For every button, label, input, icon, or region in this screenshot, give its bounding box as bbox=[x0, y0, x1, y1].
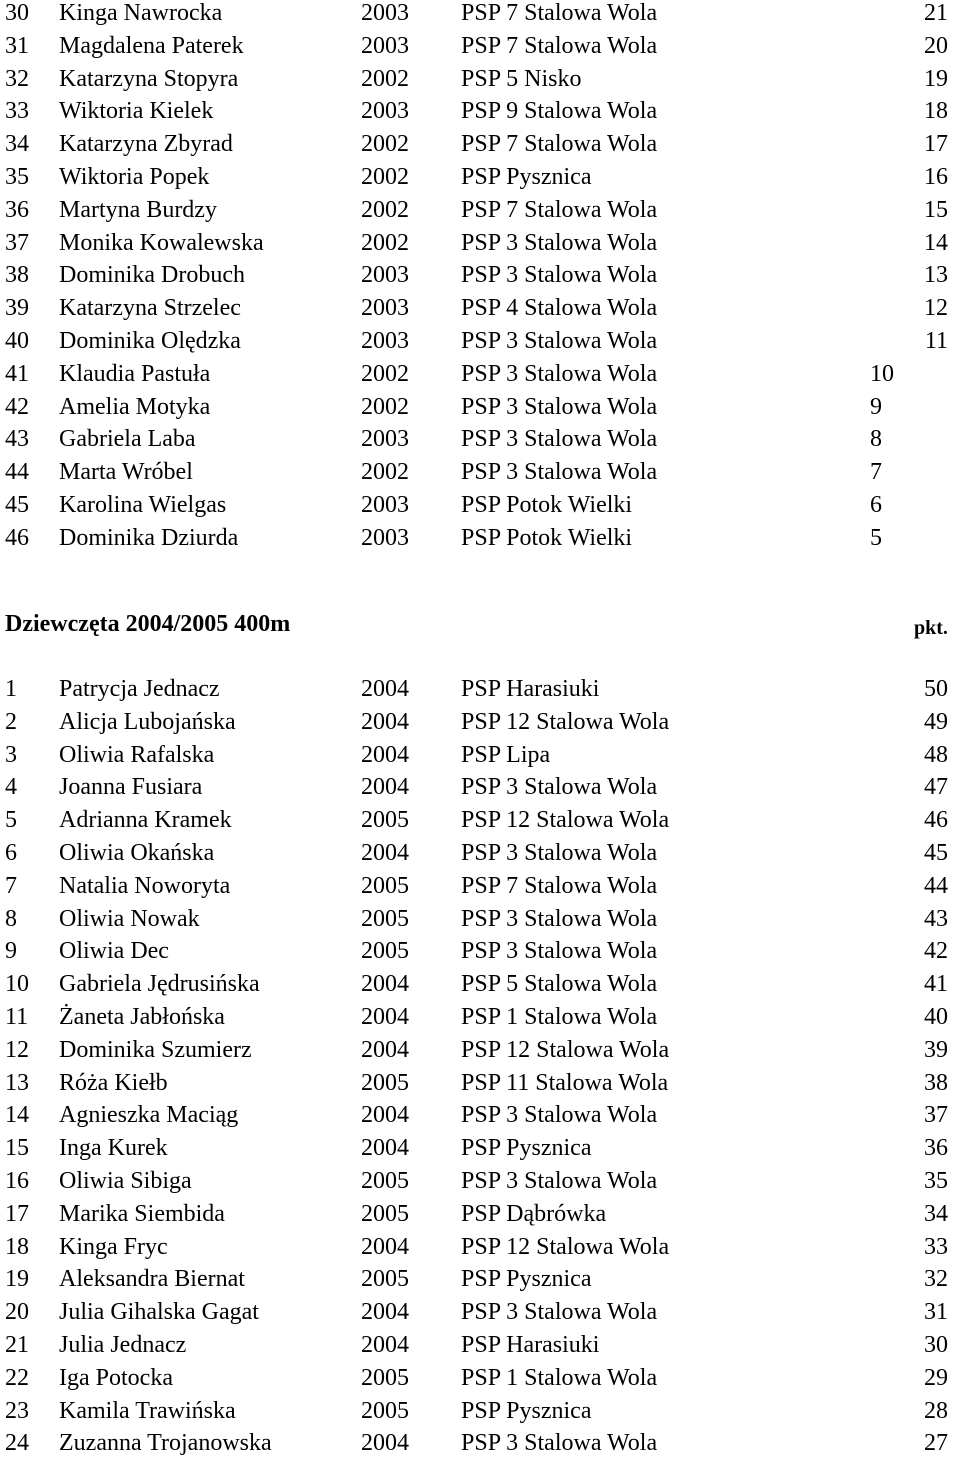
school-name: PSP 12 Stalowa Wola bbox=[461, 1233, 670, 1260]
birth-year: 2004 bbox=[361, 1003, 409, 1030]
athlete-name: Dominika Szumierz bbox=[59, 1036, 252, 1063]
birth-year: 2002 bbox=[361, 459, 409, 486]
athlete-name: Julia Jednacz bbox=[59, 1331, 187, 1358]
points-value: 39 bbox=[924, 1036, 948, 1063]
points-value: 41 bbox=[924, 971, 948, 998]
place-number: 6 bbox=[5, 839, 17, 866]
birth-year: 2003 bbox=[361, 0, 409, 26]
school-name: PSP 7 Stalowa Wola bbox=[461, 872, 658, 899]
school-name: PSP Potok Wielki bbox=[461, 491, 633, 518]
place-number: 42 bbox=[5, 393, 29, 420]
table-row bbox=[0, 837, 960, 870]
school-name: PSP 3 Stalowa Wola bbox=[461, 1299, 658, 1326]
table-row bbox=[0, 95, 960, 128]
birth-year: 2004 bbox=[361, 971, 409, 998]
table-row bbox=[0, 227, 960, 260]
place-number: 37 bbox=[5, 229, 29, 256]
birth-year: 2003 bbox=[361, 262, 409, 289]
table-row bbox=[0, 1231, 960, 1264]
points-value: 7 bbox=[870, 459, 882, 486]
table-row bbox=[0, 1099, 960, 1132]
place-number: 3 bbox=[5, 741, 17, 768]
birth-year: 2003 bbox=[361, 295, 409, 322]
athlete-name: Oliwia Nowak bbox=[59, 905, 200, 932]
place-number: 32 bbox=[5, 65, 29, 92]
school-name: PSP 12 Stalowa Wola bbox=[461, 1036, 670, 1063]
birth-year: 2005 bbox=[361, 905, 409, 932]
points-value: 9 bbox=[870, 393, 882, 420]
athlete-name: Aleksandra Biernat bbox=[59, 1266, 245, 1293]
points-value: 48 bbox=[924, 741, 948, 768]
place-number: 36 bbox=[5, 196, 29, 223]
birth-year: 2003 bbox=[361, 426, 409, 453]
birth-year: 2004 bbox=[361, 708, 409, 735]
school-name: PSP 3 Stalowa Wola bbox=[461, 905, 658, 932]
school-name: PSP Harasiuki bbox=[461, 676, 600, 702]
place-number: 9 bbox=[5, 938, 17, 965]
birth-year: 2002 bbox=[361, 163, 409, 190]
athlete-name: Katarzyna Zbyrad bbox=[59, 131, 233, 158]
table-row bbox=[0, 1427, 960, 1460]
school-name: PSP 3 Stalowa Wola bbox=[461, 327, 658, 354]
points-value: 47 bbox=[924, 774, 948, 801]
school-name: PSP Pysznica bbox=[461, 1135, 592, 1162]
athlete-name: Iga Potocka bbox=[59, 1364, 173, 1391]
athlete-name: Zuzanna Trojanowska bbox=[59, 1430, 272, 1457]
points-value: 33 bbox=[924, 1233, 948, 1260]
table-row bbox=[0, 522, 960, 555]
place-number: 10 bbox=[5, 971, 29, 998]
table-row bbox=[0, 1329, 960, 1362]
athlete-name: Adrianna Kramek bbox=[59, 807, 232, 834]
school-name: PSP 12 Stalowa Wola bbox=[461, 807, 670, 834]
birth-year: 2003 bbox=[361, 327, 409, 354]
points-value: 11 bbox=[924, 327, 948, 354]
points-value: 5 bbox=[870, 524, 882, 551]
place-number: 13 bbox=[5, 1069, 29, 1096]
birth-year: 2004 bbox=[361, 1036, 409, 1063]
points-value: 19 bbox=[924, 65, 948, 92]
place-number: 21 bbox=[5, 1331, 29, 1358]
place-number: 41 bbox=[5, 360, 29, 387]
section-title: Dziewczęta 2004/2005 400m bbox=[5, 611, 291, 637]
points-value: 8 bbox=[870, 426, 882, 453]
place-number: 2 bbox=[5, 708, 17, 735]
athlete-name: Katarzyna Strzelec bbox=[59, 295, 241, 322]
school-name: PSP 3 Stalowa Wola bbox=[461, 1102, 658, 1129]
athlete-name: Żaneta Jabłońska bbox=[59, 1003, 225, 1030]
points-value: 10 bbox=[870, 360, 894, 387]
points-value: 17 bbox=[924, 131, 948, 158]
athlete-name: Amelia Motyka bbox=[59, 393, 211, 420]
place-number: 34 bbox=[5, 131, 29, 158]
birth-year: 2005 bbox=[361, 1167, 409, 1194]
school-name: PSP 9 Stalowa Wola bbox=[461, 98, 658, 125]
points-value: 35 bbox=[924, 1167, 948, 1194]
athlete-name: Karolina Wielgas bbox=[59, 491, 227, 518]
birth-year: 2005 bbox=[361, 1069, 409, 1096]
table-row bbox=[0, 706, 960, 739]
place-number: 44 bbox=[5, 459, 29, 486]
place-number: 20 bbox=[5, 1299, 29, 1326]
athlete-name: Agnieszka Maciąg bbox=[59, 1102, 239, 1129]
place-number: 18 bbox=[5, 1233, 29, 1260]
place-number: 17 bbox=[5, 1200, 29, 1227]
athlete-name: Oliwia Okańska bbox=[59, 839, 215, 866]
points-value: 14 bbox=[924, 229, 948, 256]
athlete-name: Monika Kowalewska bbox=[59, 229, 264, 256]
points-value: 34 bbox=[924, 1200, 948, 1227]
birth-year: 2002 bbox=[361, 360, 409, 387]
place-number: 39 bbox=[5, 295, 29, 322]
birth-year: 2004 bbox=[361, 1430, 409, 1457]
place-number: 4 bbox=[5, 774, 17, 801]
athlete-name: Oliwia Dec bbox=[59, 938, 169, 965]
athlete-name: Klaudia Pastuła bbox=[59, 360, 211, 387]
place-number: 1 bbox=[5, 676, 17, 702]
points-value: 45 bbox=[924, 839, 948, 866]
school-name: PSP 7 Stalowa Wola bbox=[461, 196, 658, 223]
birth-year: 2004 bbox=[361, 1233, 409, 1260]
athlete-name: Joanna Fusiara bbox=[59, 774, 203, 801]
school-name: PSP 7 Stalowa Wola bbox=[461, 0, 658, 26]
table-row bbox=[0, 1165, 960, 1198]
table-row bbox=[0, 292, 960, 325]
points-value: 12 bbox=[924, 295, 948, 322]
school-name: PSP 3 Stalowa Wola bbox=[461, 393, 658, 420]
athlete-name: Magdalena Paterek bbox=[59, 32, 244, 59]
table-row bbox=[0, 1001, 960, 1034]
school-name: PSP Potok Wielki bbox=[461, 524, 633, 551]
birth-year: 2005 bbox=[361, 1397, 409, 1424]
points-value: 16 bbox=[924, 163, 948, 190]
points-value: 6 bbox=[870, 491, 882, 518]
school-name: PSP 1 Stalowa Wola bbox=[461, 1003, 658, 1030]
athlete-name: Róża Kiełb bbox=[59, 1069, 168, 1096]
athlete-name: Julia Gihalska Gagat bbox=[59, 1299, 259, 1326]
table-row bbox=[0, 194, 960, 227]
school-name: PSP Dąbrówka bbox=[461, 1200, 607, 1227]
athlete-name: Kinga Nawrocka bbox=[59, 0, 223, 26]
place-number: 7 bbox=[5, 872, 17, 899]
place-number: 16 bbox=[5, 1167, 29, 1194]
table-row bbox=[0, 1263, 960, 1296]
school-name: PSP 7 Stalowa Wola bbox=[461, 131, 658, 158]
points-value: 32 bbox=[924, 1266, 948, 1293]
birth-year: 2002 bbox=[361, 65, 409, 92]
points-value: 15 bbox=[924, 196, 948, 223]
birth-year: 2004 bbox=[361, 1102, 409, 1129]
birth-year: 2003 bbox=[361, 524, 409, 551]
table-row bbox=[0, 1132, 960, 1165]
athlete-name: Kinga Fryc bbox=[59, 1233, 168, 1260]
place-number: 43 bbox=[5, 426, 29, 453]
athlete-name: Gabriela Jędrusińska bbox=[59, 971, 260, 998]
place-number: 35 bbox=[5, 163, 29, 190]
table-row bbox=[0, 673, 960, 706]
table-row bbox=[0, 30, 960, 63]
birth-year: 2002 bbox=[361, 131, 409, 158]
points-value: 36 bbox=[924, 1135, 948, 1162]
birth-year: 2004 bbox=[361, 676, 409, 702]
birth-year: 2005 bbox=[361, 938, 409, 965]
table-row bbox=[0, 0, 960, 30]
table-row bbox=[0, 1198, 960, 1231]
birth-year: 2004 bbox=[361, 1331, 409, 1358]
place-number: 22 bbox=[5, 1364, 29, 1391]
birth-year: 2002 bbox=[361, 196, 409, 223]
athlete-name: Oliwia Sibiga bbox=[59, 1167, 192, 1194]
school-name: PSP 4 Stalowa Wola bbox=[461, 295, 658, 322]
table-row bbox=[0, 1362, 960, 1395]
results-list-section bbox=[0, 673, 960, 1460]
table-row bbox=[0, 1034, 960, 1067]
school-name: PSP 5 Nisko bbox=[461, 65, 582, 92]
place-number: 5 bbox=[5, 807, 17, 834]
points-value: 13 bbox=[924, 262, 948, 289]
school-name: PSP 3 Stalowa Wola bbox=[461, 360, 658, 387]
place-number: 46 bbox=[5, 524, 29, 551]
birth-year: 2005 bbox=[361, 807, 409, 834]
points-value: 29 bbox=[924, 1364, 948, 1391]
athlete-name: Natalia Noworyta bbox=[59, 872, 231, 899]
school-name: PSP Harasiuki bbox=[461, 1331, 600, 1358]
table-row bbox=[0, 968, 960, 1001]
athlete-name: Marika Siembida bbox=[59, 1200, 225, 1227]
table-row bbox=[0, 358, 960, 391]
athlete-name: Patrycja Jednacz bbox=[59, 676, 220, 702]
school-name: PSP 3 Stalowa Wola bbox=[461, 1167, 658, 1194]
points-value: 40 bbox=[924, 1003, 948, 1030]
place-number: 23 bbox=[5, 1397, 29, 1424]
place-number: 8 bbox=[5, 905, 17, 932]
points-value: 30 bbox=[924, 1331, 948, 1358]
table-row bbox=[0, 259, 960, 292]
table-row bbox=[0, 325, 960, 358]
birth-year: 2005 bbox=[361, 1200, 409, 1227]
place-number: 40 bbox=[5, 327, 29, 354]
table-row bbox=[0, 1067, 960, 1100]
birth-year: 2005 bbox=[361, 1266, 409, 1293]
school-name: PSP 7 Stalowa Wola bbox=[461, 32, 658, 59]
table-row bbox=[0, 1296, 960, 1329]
table-row bbox=[0, 771, 960, 804]
birth-year: 2003 bbox=[361, 491, 409, 518]
place-number: 30 bbox=[5, 0, 29, 26]
table-row bbox=[0, 804, 960, 837]
table-row bbox=[0, 870, 960, 903]
table-row bbox=[0, 161, 960, 194]
athlete-name: Martyna Burdzy bbox=[59, 196, 217, 223]
results-list-top bbox=[0, 0, 960, 555]
athlete-name: Wiktoria Kielek bbox=[59, 98, 214, 125]
birth-year: 2004 bbox=[361, 1299, 409, 1326]
school-name: PSP 3 Stalowa Wola bbox=[461, 938, 658, 965]
place-number: 38 bbox=[5, 262, 29, 289]
birth-year: 2002 bbox=[361, 229, 409, 256]
points-value: 44 bbox=[924, 872, 948, 899]
birth-year: 2004 bbox=[361, 1135, 409, 1162]
points-value: 50 bbox=[924, 676, 948, 702]
table-row bbox=[0, 456, 960, 489]
points-value: 18 bbox=[924, 98, 948, 125]
athlete-name: Marta Wróbel bbox=[59, 459, 193, 486]
points-column-label: pkt. bbox=[914, 617, 948, 639]
athlete-name: Gabriela Laba bbox=[59, 426, 196, 453]
table-row bbox=[0, 128, 960, 161]
school-name: PSP 3 Stalowa Wola bbox=[461, 459, 658, 486]
athlete-name: Dominika Olędzka bbox=[59, 327, 241, 354]
school-name: PSP 3 Stalowa Wola bbox=[461, 774, 658, 801]
points-value: 43 bbox=[924, 905, 948, 932]
place-number: 11 bbox=[5, 1003, 29, 1030]
school-name: PSP 11 Stalowa Wola bbox=[461, 1069, 669, 1096]
athlete-name: Wiktoria Popek bbox=[59, 163, 210, 190]
athlete-name: Katarzyna Stopyra bbox=[59, 65, 239, 92]
school-name: PSP 1 Stalowa Wola bbox=[461, 1364, 658, 1391]
points-value: 21 bbox=[924, 0, 948, 26]
birth-year: 2005 bbox=[361, 872, 409, 899]
athlete-name: Inga Kurek bbox=[59, 1135, 168, 1162]
school-name: PSP Pysznica bbox=[461, 1397, 592, 1424]
school-name: PSP 5 Stalowa Wola bbox=[461, 971, 658, 998]
points-value: 46 bbox=[924, 807, 948, 834]
place-number: 12 bbox=[5, 1036, 29, 1063]
points-value: 42 bbox=[924, 938, 948, 965]
table-row bbox=[0, 489, 960, 522]
school-name: PSP 3 Stalowa Wola bbox=[461, 426, 658, 453]
school-name: PSP 12 Stalowa Wola bbox=[461, 708, 670, 735]
table-row bbox=[0, 935, 960, 968]
table-row bbox=[0, 739, 960, 772]
athlete-name: Oliwia Rafalska bbox=[59, 741, 215, 768]
birth-year: 2003 bbox=[361, 32, 409, 59]
place-number: 33 bbox=[5, 98, 29, 125]
school-name: PSP 3 Stalowa Wola bbox=[461, 262, 658, 289]
place-number: 24 bbox=[5, 1430, 29, 1457]
place-number: 31 bbox=[5, 32, 29, 59]
birth-year: 2004 bbox=[361, 774, 409, 801]
place-number: 45 bbox=[5, 491, 29, 518]
school-name: PSP Pysznica bbox=[461, 1266, 592, 1293]
athlete-name: Dominika Dziurda bbox=[59, 524, 239, 551]
points-value: 31 bbox=[924, 1299, 948, 1326]
school-name: PSP Lipa bbox=[461, 741, 551, 768]
school-name: PSP 3 Stalowa Wola bbox=[461, 1430, 658, 1457]
points-value: 28 bbox=[924, 1397, 948, 1424]
table-row bbox=[0, 423, 960, 456]
place-number: 15 bbox=[5, 1135, 29, 1162]
table-row bbox=[0, 1395, 960, 1428]
birth-year: 2003 bbox=[361, 98, 409, 125]
school-name: PSP 3 Stalowa Wola bbox=[461, 229, 658, 256]
table-row bbox=[0, 391, 960, 424]
birth-year: 2004 bbox=[361, 741, 409, 768]
birth-year: 2002 bbox=[361, 393, 409, 420]
section-header bbox=[0, 604, 960, 644]
place-number: 19 bbox=[5, 1266, 29, 1293]
table-row bbox=[0, 63, 960, 96]
points-value: 27 bbox=[924, 1430, 948, 1457]
points-value: 49 bbox=[924, 708, 948, 735]
athlete-name: Dominika Drobuch bbox=[59, 262, 245, 289]
birth-year: 2005 bbox=[361, 1364, 409, 1391]
school-name: PSP 3 Stalowa Wola bbox=[461, 839, 658, 866]
athlete-name: Kamila Trawińska bbox=[59, 1397, 236, 1424]
points-value: 20 bbox=[924, 32, 948, 59]
points-value: 38 bbox=[924, 1069, 948, 1096]
athlete-name: Alicja Lubojańska bbox=[59, 708, 236, 735]
birth-year: 2004 bbox=[361, 839, 409, 866]
points-value: 37 bbox=[924, 1102, 948, 1129]
table-row bbox=[0, 903, 960, 936]
school-name: PSP Pysznica bbox=[461, 163, 592, 190]
place-number: 14 bbox=[5, 1102, 29, 1129]
